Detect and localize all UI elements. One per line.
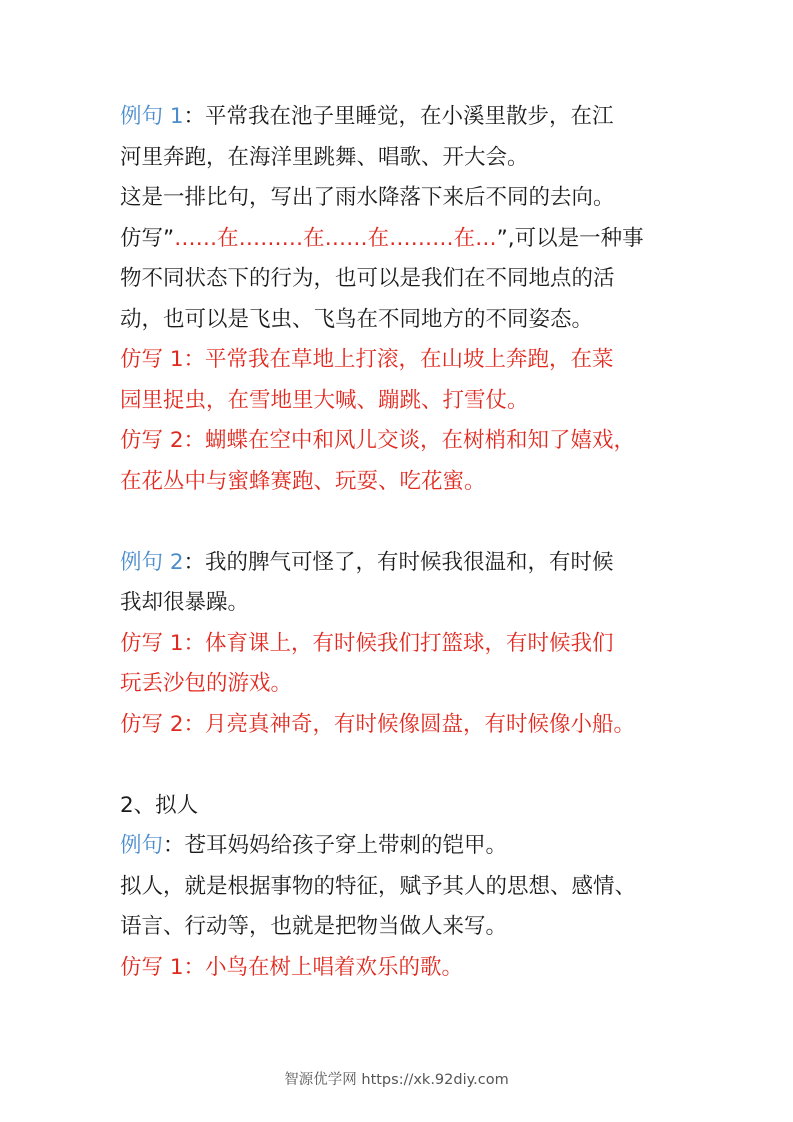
section2-example-separator: ： (163, 833, 185, 858)
example2-text-line1: 我的脾气可怪了，有时候我很温和，有时候 (205, 549, 614, 575)
section2-example (120, 826, 680, 867)
section2-explain-line1: 拟人，就是根据事物的特征，赋予其人的思想、感情、 (120, 873, 637, 899)
section2-example-text: 苍耳妈妈给孩子穿上带刺的铠甲。 (184, 833, 508, 858)
imitation1-2-line1: 仿写 2：蝴蝶在空中和风儿交谈，在树梢和知了嬉戏， (120, 428, 636, 453)
imitation2-2-line1: 仿写 2：月亮真神奇，有时候像圆盘，有时候像小船。 (120, 711, 636, 737)
example2-separator: ： (183, 549, 206, 575)
section2-example-label: 例句 (120, 833, 164, 858)
section2-explain-line2: 语言、行动等，也就是把物当做人来写。 (120, 914, 508, 939)
explain1-prefix: 仿写” (120, 225, 175, 251)
example1-label: 例句 1 (120, 104, 184, 129)
section2-heading: 2、拟人 (120, 792, 199, 818)
spacer (120, 502, 680, 543)
document-body (120, 97, 680, 988)
explain1-line2 (120, 219, 680, 260)
example1-line1 (120, 97, 680, 138)
imitation2-1-line2: 玩丢沙包的游戏。 (120, 671, 293, 696)
imitation1-1-line1: 仿写 1：平常我在草地上打滚，在山坡上奔跑，在菜 (120, 347, 614, 372)
footer-watermark: 智源优学网 https://xk.92diy.com (284, 1072, 509, 1088)
example1-separator: ： (183, 104, 206, 129)
example1-line2: 河里奔跑，在海洋里跳舞、唱歌、开大会。 (120, 144, 529, 170)
example2-label: 例句 2 (120, 549, 184, 575)
imitation2-1-line1: 仿写 1：体育课上，有时候我们打篮球，有时候我们 (120, 630, 614, 656)
example1-text-line1: 平常我在池子里睡觉，在小溪里散步，在江 (205, 104, 614, 129)
imitation1-2-line2: 在花丛中与蜜蜂赛跑、玩耍、吃花蜜。 (120, 468, 486, 494)
example2-line2: 我却很暴躁。 (120, 590, 250, 615)
explain1-line1: 这是一排比句，写出了雨水降落下来后不同的去向。 (120, 185, 615, 210)
spacer (120, 745, 680, 786)
example2-line1 (120, 543, 680, 584)
explain1-suffix: ”,可以是一种事 (496, 225, 644, 251)
explain1-line3: 物不同状态下的行为，也可以是我们在不同地点的活 (120, 266, 615, 291)
section2-imitation1: 仿写 1：小鸟在树上唱着欢乐的歌。 (120, 954, 464, 980)
explain1-pattern: ……在………在……在………在… (174, 225, 497, 251)
imitation1-1-line2: 园里捉虫，在雪地里大喊、蹦跳、打雪仗。 (120, 387, 529, 413)
explain1-line4: 动，也可以是飞虫、飞鸟在不同地方的不同姿态。 (120, 306, 594, 332)
